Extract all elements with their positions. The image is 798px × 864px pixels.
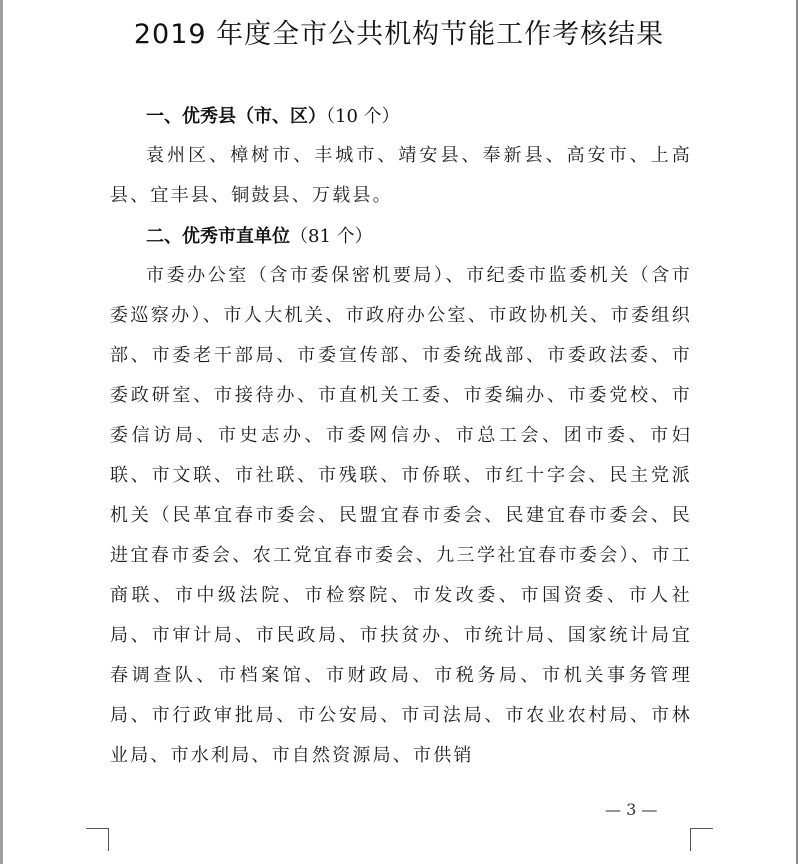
section-heading-label: 一、优秀县（市、区）: [146, 106, 326, 127]
section-heading-counties: [146, 102, 400, 128]
section-body-counties: 袁州区、樟树市、丰城市、靖安县、奉新县、高安市、上高县、宜丰县、铜鼓县、万载县。: [110, 145, 692, 206]
page-number: — 3 —: [605, 800, 658, 819]
document-title: 2019 年度全市公共机构节能工作考核结果: [133, 19, 665, 50]
section-heading-units: [146, 222, 373, 248]
crop-mark-left: [86, 828, 109, 851]
section-heading-label: 二、优秀市直单位: [146, 226, 290, 247]
page-left-edge: [0, 0, 3, 864]
section-body-units: 市委办公室（含市委保密机要局）、市纪委市监委机关（含市委巡察办）、市人大机关、市政府办公室、市政协机关、市委组织部、市委老干部局、市委宣传部、市委统战部、市委政法委、市委政研室、市接待办、市直机关工委、市委编办、市委党校、市委信访局、市史志办、市委网信办、市总工会、团市委、市妇联、市文联、市社联、市残联、市侨联、市红十字会、民主党派机关（民革宜春市委会、民盟宜春市委会、民建宜春市委会、民进宜春市委会、农工党宜春市委会、九三学社宜春市委会）、市工商联、市中级法院、市检察院、市发改委、市国资委、市人社局、市审计局、市民政局、市扶贫办、市统计局、国家统计局宜春调查队、市档案馆、市财政局、市税务局、市机关事务管理局、市行政审批局、市公安局、市司法局、市农业农村局、市林业局、市水利局、市自然资源局、市供销: [110, 265, 692, 766]
crop-mark-right: [690, 828, 713, 851]
section-count: （10 个）: [326, 106, 400, 127]
section-count: （81 个）: [290, 226, 373, 247]
